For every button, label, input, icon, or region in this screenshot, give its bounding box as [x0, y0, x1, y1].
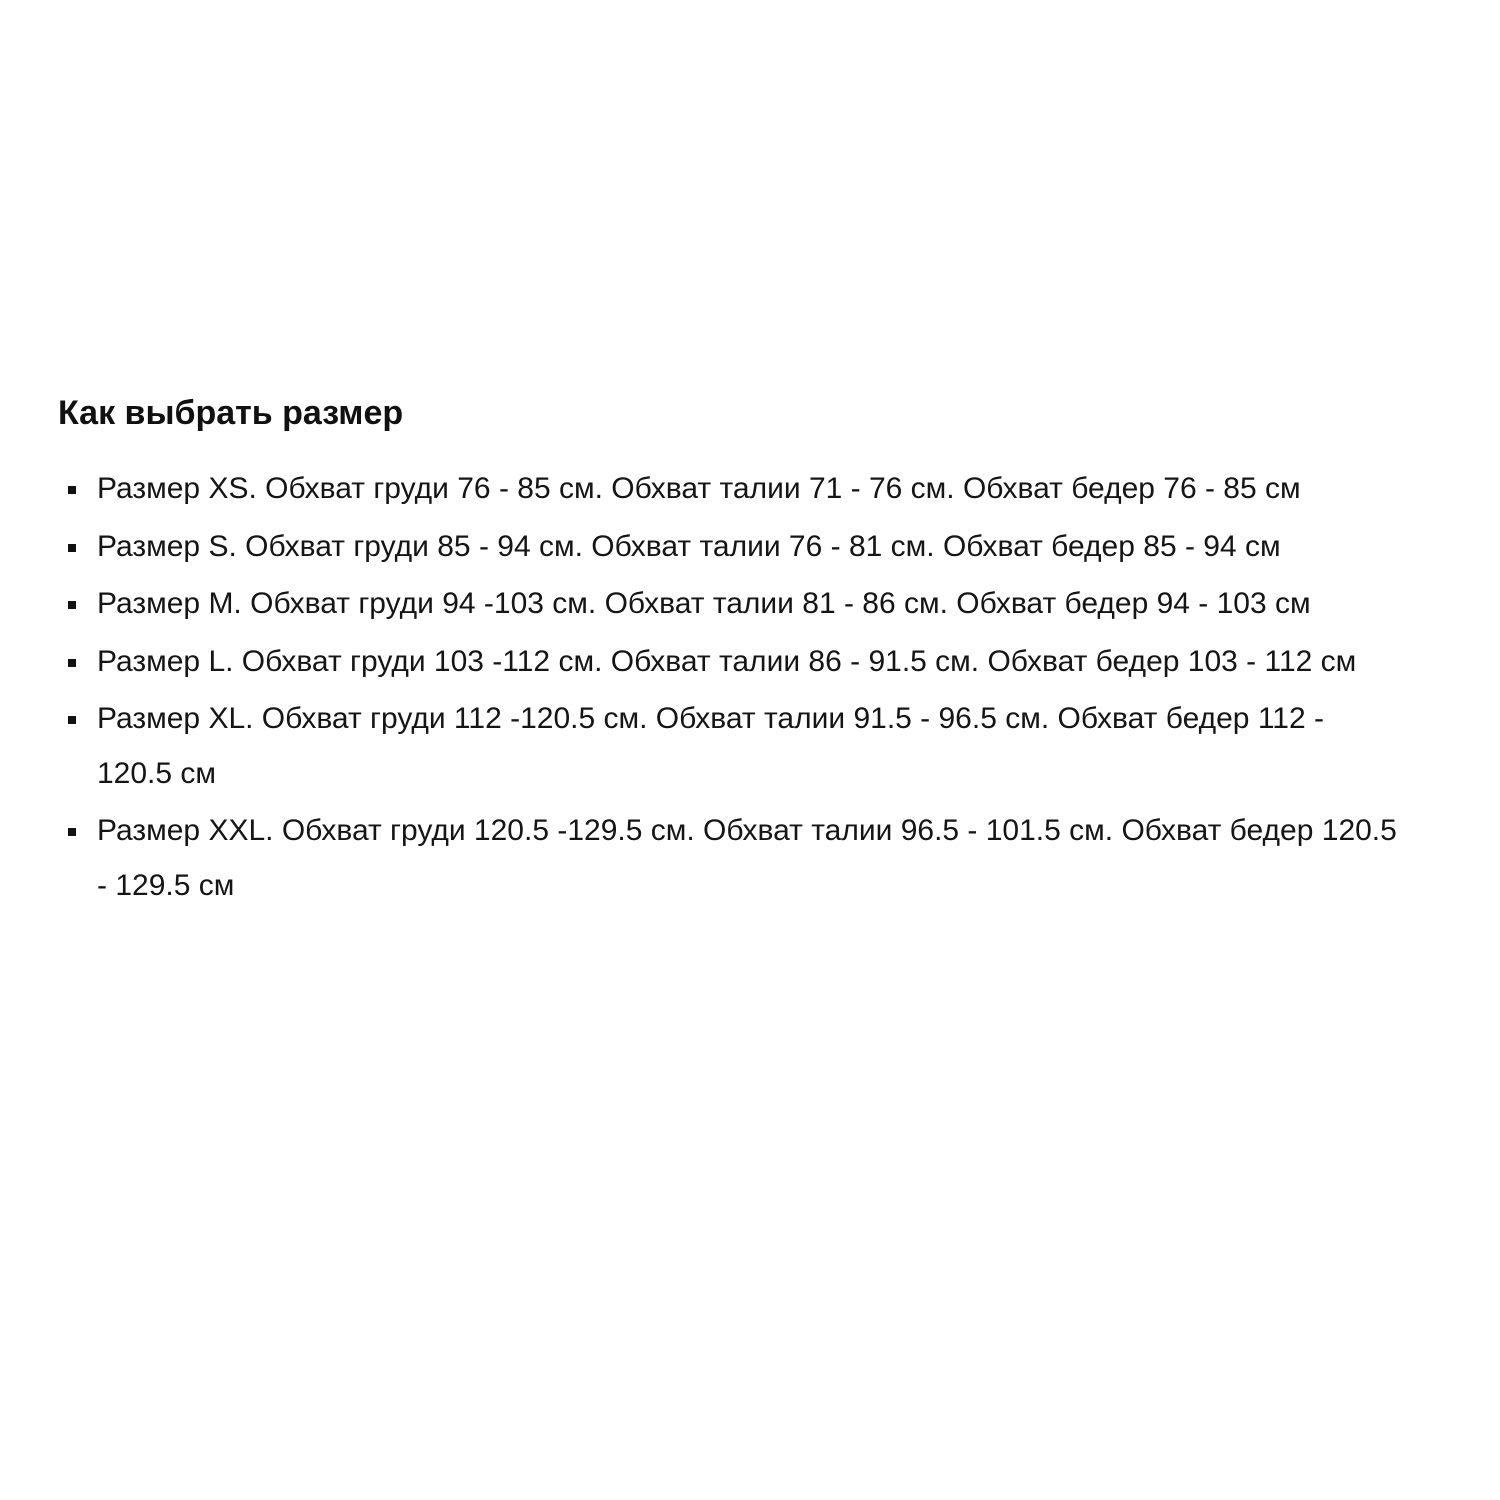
list-item-size-xs: [97, 462, 1407, 517]
section-title: Как выбрать размер: [58, 394, 404, 432]
list-item-text: Размер M. Обхват груди 94 -103 см. Обхват талии 81 - 86 см. Обхват бедер 94 - 103 см: [97, 587, 1311, 620]
square-bullet-icon: [68, 601, 76, 609]
list-item-size-l: [97, 635, 1407, 690]
square-bullet-icon: [68, 486, 76, 494]
square-bullet-icon: [68, 544, 76, 552]
square-bullet-icon: [68, 716, 76, 724]
list-item-size-xxl: [97, 804, 1407, 913]
list-item-text: Размер XL. Обхват груди 112 -120.5 см. Обхват талии 91.5 - 96.5 см. Обхват бедер 112 - 120.5 см: [97, 702, 1324, 790]
list-item-size-m: [97, 577, 1407, 632]
square-bullet-icon: [68, 828, 76, 836]
list-item-text: Размер XXL. Обхват груди 120.5 -129.5 см. Обхват талии 96.5 - 101.5 см. Обхват бедер 120.5 - 129.5 см: [97, 814, 1397, 902]
list-item-text: Размер XS. Обхват груди 76 - 85 см. Обхват талии 71 - 76 см. Обхват бедер 76 - 85 см: [97, 472, 1301, 505]
list-item-size-xl: [97, 692, 1407, 801]
square-bullet-icon: [68, 659, 76, 667]
list-item-size-s: [97, 520, 1407, 575]
list-item-text: Размер L. Обхват груди 103 -112 см. Обхват талии 86 - 91.5 см. Обхват бедер 103 - 112 см: [97, 644, 1357, 678]
list-item-text: Размер S. Обхват груди 85 - 94 см. Обхват талии 76 - 81 см. Обхват бедер 85 - 94 см: [97, 529, 1281, 563]
size-list: [97, 462, 1407, 916]
